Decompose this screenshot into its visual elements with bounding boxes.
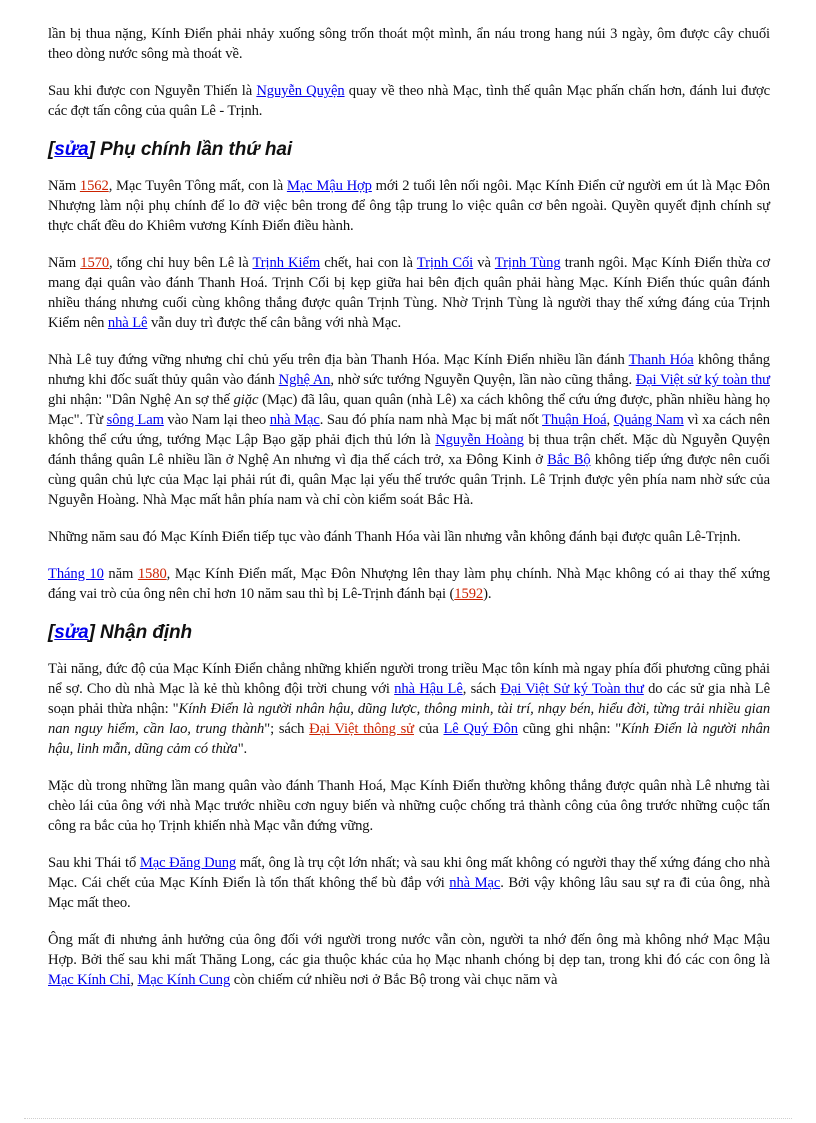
link-dai-viet-thong-su[interactable]: Đại Việt thông sử — [309, 721, 414, 737]
edit-section-link[interactable]: sửa — [54, 622, 89, 643]
link-nha-le[interactable]: nhà Lê — [107, 315, 148, 331]
link-mac-dang-dung[interactable]: Mạc Đăng Dung — [139, 855, 237, 871]
paragraph-ong-mat-di: Ông mất đi nhưng ảnh hưởng của ông đối với người trong nước vẫn còn, người ta nhớ đến ông mà không nhớ Mạc Mậu Hợp. Bởi thế sau khi mất Thăng Long, các gia thuộc khác của họ Mạc nhanh chóng bị dẹp tan, trong khi đó các con ông là Mạc Kính Chỉ, Mạc Kính Cung còn chiếm cứ nhiều nơi ở Bắc Bộ trong vài chục năm và — [48, 932, 770, 988]
paragraph-1562: Năm 1562, Mạc Tuyên Tông mất, con là Mạc Mậu Hợp mới 2 tuổi lên nối ngôi. Mạc Kính Điển cử người em út là Mạc Đôn Nhượng làm nội phụ chính để lo đỡ việc bên trong để ông tập trung lo việc quân cơ bên ngoài. Quyền quyết định chính sự thực chất đều do Khiêm vương Kính Điển điều hành. — [48, 178, 770, 234]
link-mac-kinh-chi[interactable]: Mạc Kính Chỉ — [48, 972, 131, 988]
link-mac-mau-hop[interactable]: Mạc Mậu Hợp — [286, 178, 372, 194]
link-trinh-coi[interactable]: Trịnh Cối — [416, 255, 474, 271]
link-nguyen-quyen[interactable]: Nguyễn Quyện — [256, 83, 345, 99]
paragraph-mac-du: Mặc dù trong những lần mang quân vào đánh Thanh Hoá, Mạc Kính Điển thường không thắng được quân nhà Lê nhưng tài chèo lái của ông với nhà Mạc trước nhiều cơn nguy biến và những cuộc chống trả thành công của ông trước những cuộc tấn công ra bắc của họ Trịnh khiến nhà Mạc vẫn đứng vững. — [48, 778, 770, 834]
link-nghe-an[interactable]: Nghệ An — [278, 372, 331, 388]
link-dai-viet-su-ky-toan-thu-2[interactable]: Đại Việt Sử ký Toàn thư — [500, 681, 644, 697]
link-dai-viet-su-ky-toan-thu[interactable]: Đại Việt sử ký toàn thư — [635, 372, 770, 388]
link-nha-mac[interactable]: nhà Mạc — [269, 412, 320, 428]
link-thang-10[interactable]: Tháng 10 — [48, 566, 104, 582]
link-nha-mac-2[interactable]: nhà Mạc — [449, 875, 501, 891]
paragraph-thanh-hoa: Nhà Lê tuy đứng vững nhưng chỉ chủ yếu trên địa bàn Thanh Hóa. Mạc Kính Điển nhiều lần đánh Thanh Hóa không thắng nhưng khi đốc suất thủy quân vào đánh Nghệ An, nhờ sức tướng Nguyễn Quyện, lần nào cũng thắng. Đại Việt sử ký toàn thư ghi nhận: "Dân Nghệ An sợ thế giặc (Mạc) đã lâu, quan quân (nhà Lê) xa cách không thể cứu ứng được, phần nhiều hàng họ Mạc". Từ sông Lam vào Nam lại theo nhà Mạc. Sau đó phía nam nhà Mạc bị mất nốt Thuận Hoá, Quảng Nam vì xa cách nên không thể cứu ứng, tướng Mạc Lập Bạo gặp phải địch thủ lớn là Nguyễn Hoàng bị thua trận chết. Mặc dù Nguyễn Quyện đánh thắng quân Lê nhiều lần ở Nghệ An nhưng vì địa thế cách trở, xa Đông Kinh ở Bắc Bộ không tiếp ứng được nên cuối cùng quân chủ lực của Mạc lại phải rút đi, quân Mạc lại yếu thế trước quân Trịnh. Lê Trịnh được yên phía nam nhờ sức của Nguyễn Hoàng. Nhà Mạc mất hẳn phía nam và chỉ còn kiểm soát Bắc Hà. — [48, 352, 771, 508]
link-trinh-kiem[interactable]: Trịnh Kiểm — [252, 255, 321, 271]
link-trinh-tung[interactable]: Trịnh Tùng — [494, 255, 561, 271]
section-heading-phu-chinh: [sửa] Phụ chính lần thứ hai — [48, 139, 293, 160]
link-thuan-hoa[interactable]: Thuận Hoá — [542, 412, 607, 428]
link-song-lam[interactable]: sông Lam — [106, 412, 164, 428]
paragraph-intro-2: Sau khi được con Nguyễn Thiến là Nguyễn Quyện quay về theo nhà Mạc, tình thế quân Mạc phấn chấn hơn, đánh lui được các đợt tấn công của quân Lê - Trịnh. — [48, 83, 770, 119]
edit-section-link[interactable]: sửa — [54, 139, 89, 160]
paragraph-intro-1: lần bị thua nặng, Kính Điển phải nhảy xuống sông trốn thoát một mình, ẩn náu trong hang núi 3 ngày, ôm được cây chuối theo dòng nước sông mà thoát về. — [48, 26, 770, 62]
article-body — [48, 24, 770, 1007]
link-quang-nam[interactable]: Quảng Nam — [613, 412, 684, 428]
link-year-1580[interactable]: 1580 — [137, 566, 167, 582]
section-title: Phụ chính lần thứ hai — [94, 139, 293, 160]
paragraph-1570: Năm 1570, tổng chỉ huy bên Lê là Trịnh Kiểm chết, hai con là Trịnh Cối và Trịnh Tùng tranh ngôi. Mạc Kính Điển thừa cơ mang đại quân vào đánh Thanh Hoá. Trịnh Cối bị kẹp giữa hai bên địch quân phải hàng Mạc. Kính Điển thúc quân đánh nhiều tháng nhưng cuối cùng không thắng được quân Trịnh Tùng. Nhờ Trịnh Tùng là người thay thế xứng đáng của Trịnh Kiểm nên nhà Lê vẫn duy trì được thế cân bằng với nhà Mạc. — [48, 255, 771, 331]
link-thanh-hoa[interactable]: Thanh Hóa — [628, 352, 694, 368]
section-heading-nhan-dinh: [sửa] Nhận định — [48, 622, 193, 643]
paragraph-1580: Tháng 10 năm 1580, Mạc Kính Điển mất, Mạc Đôn Nhượng lên thay làm phụ chính. Nhà Mạc không có ai thay thế xứng đáng vai trò của ông nên chỉ hơn 10 năm sau thì bị Lê-Trịnh đánh bại (1592). — [48, 566, 770, 602]
link-year-1562[interactable]: 1562 — [79, 178, 109, 194]
link-nha-hau-le[interactable]: nhà Hậu Lê — [394, 681, 463, 697]
paragraph-thai-to: Sau khi Thái tổ Mạc Đăng Dung mất, ông là trụ cột lớn nhất; và sau khi ông mất không có người thay thế xứng đáng cho nhà Mạc. Cái chết của Mạc Kính Điển là tổn thất không thể bù đắp với nhà Mạc. Bởi vậy không lâu sau sự ra đi của ông, nhà Mạc mất theo. — [48, 855, 771, 911]
paragraph-later-years: Những năm sau đó Mạc Kính Điển tiếp tục vào đánh Thanh Hóa vài lần nhưng vẫn không đánh bại được quân Lê-Trịnh. — [48, 529, 741, 545]
paragraph-tai-nang: Tài năng, đức độ của Mạc Kính Điển chẳng những khiến người trong triều Mạc tôn kính mà ngay phía đối phương cũng phải nể sợ. Cho dù nhà Mạc là kẻ thù không đội trời chung với nhà Hậu Lê, sách Đại Việt Sử ký Toàn thư do các sử gia nhà Lê soạn phải thừa nhận: "Kính Điển là người nhân hậu, dũng lược, thông minh, tài trí, nhạy bén, hiểu đời, từng trải nhiều gian nan nguy hiểm, cần lao, trung thành"; sách Đại Việt thông sử của Lê Quý Đôn cũng ghi nhận: "Kính Điển là người nhân hậu, linh mẫn, dũng cảm có thừa". — [48, 661, 771, 757]
link-nguyen-hoang[interactable]: Nguyễn Hoàng — [435, 432, 524, 448]
link-mac-kinh-cung[interactable]: Mạc Kính Cung — [137, 972, 231, 988]
link-year-1592[interactable]: 1592 — [454, 586, 484, 602]
page-bottom-divider — [24, 1118, 792, 1119]
link-le-quy-don[interactable]: Lê Quý Đôn — [443, 721, 518, 737]
section-title: Nhận định — [94, 622, 193, 643]
link-bac-bo[interactable]: Bắc Bộ — [547, 452, 591, 468]
link-year-1570[interactable]: 1570 — [80, 255, 110, 271]
